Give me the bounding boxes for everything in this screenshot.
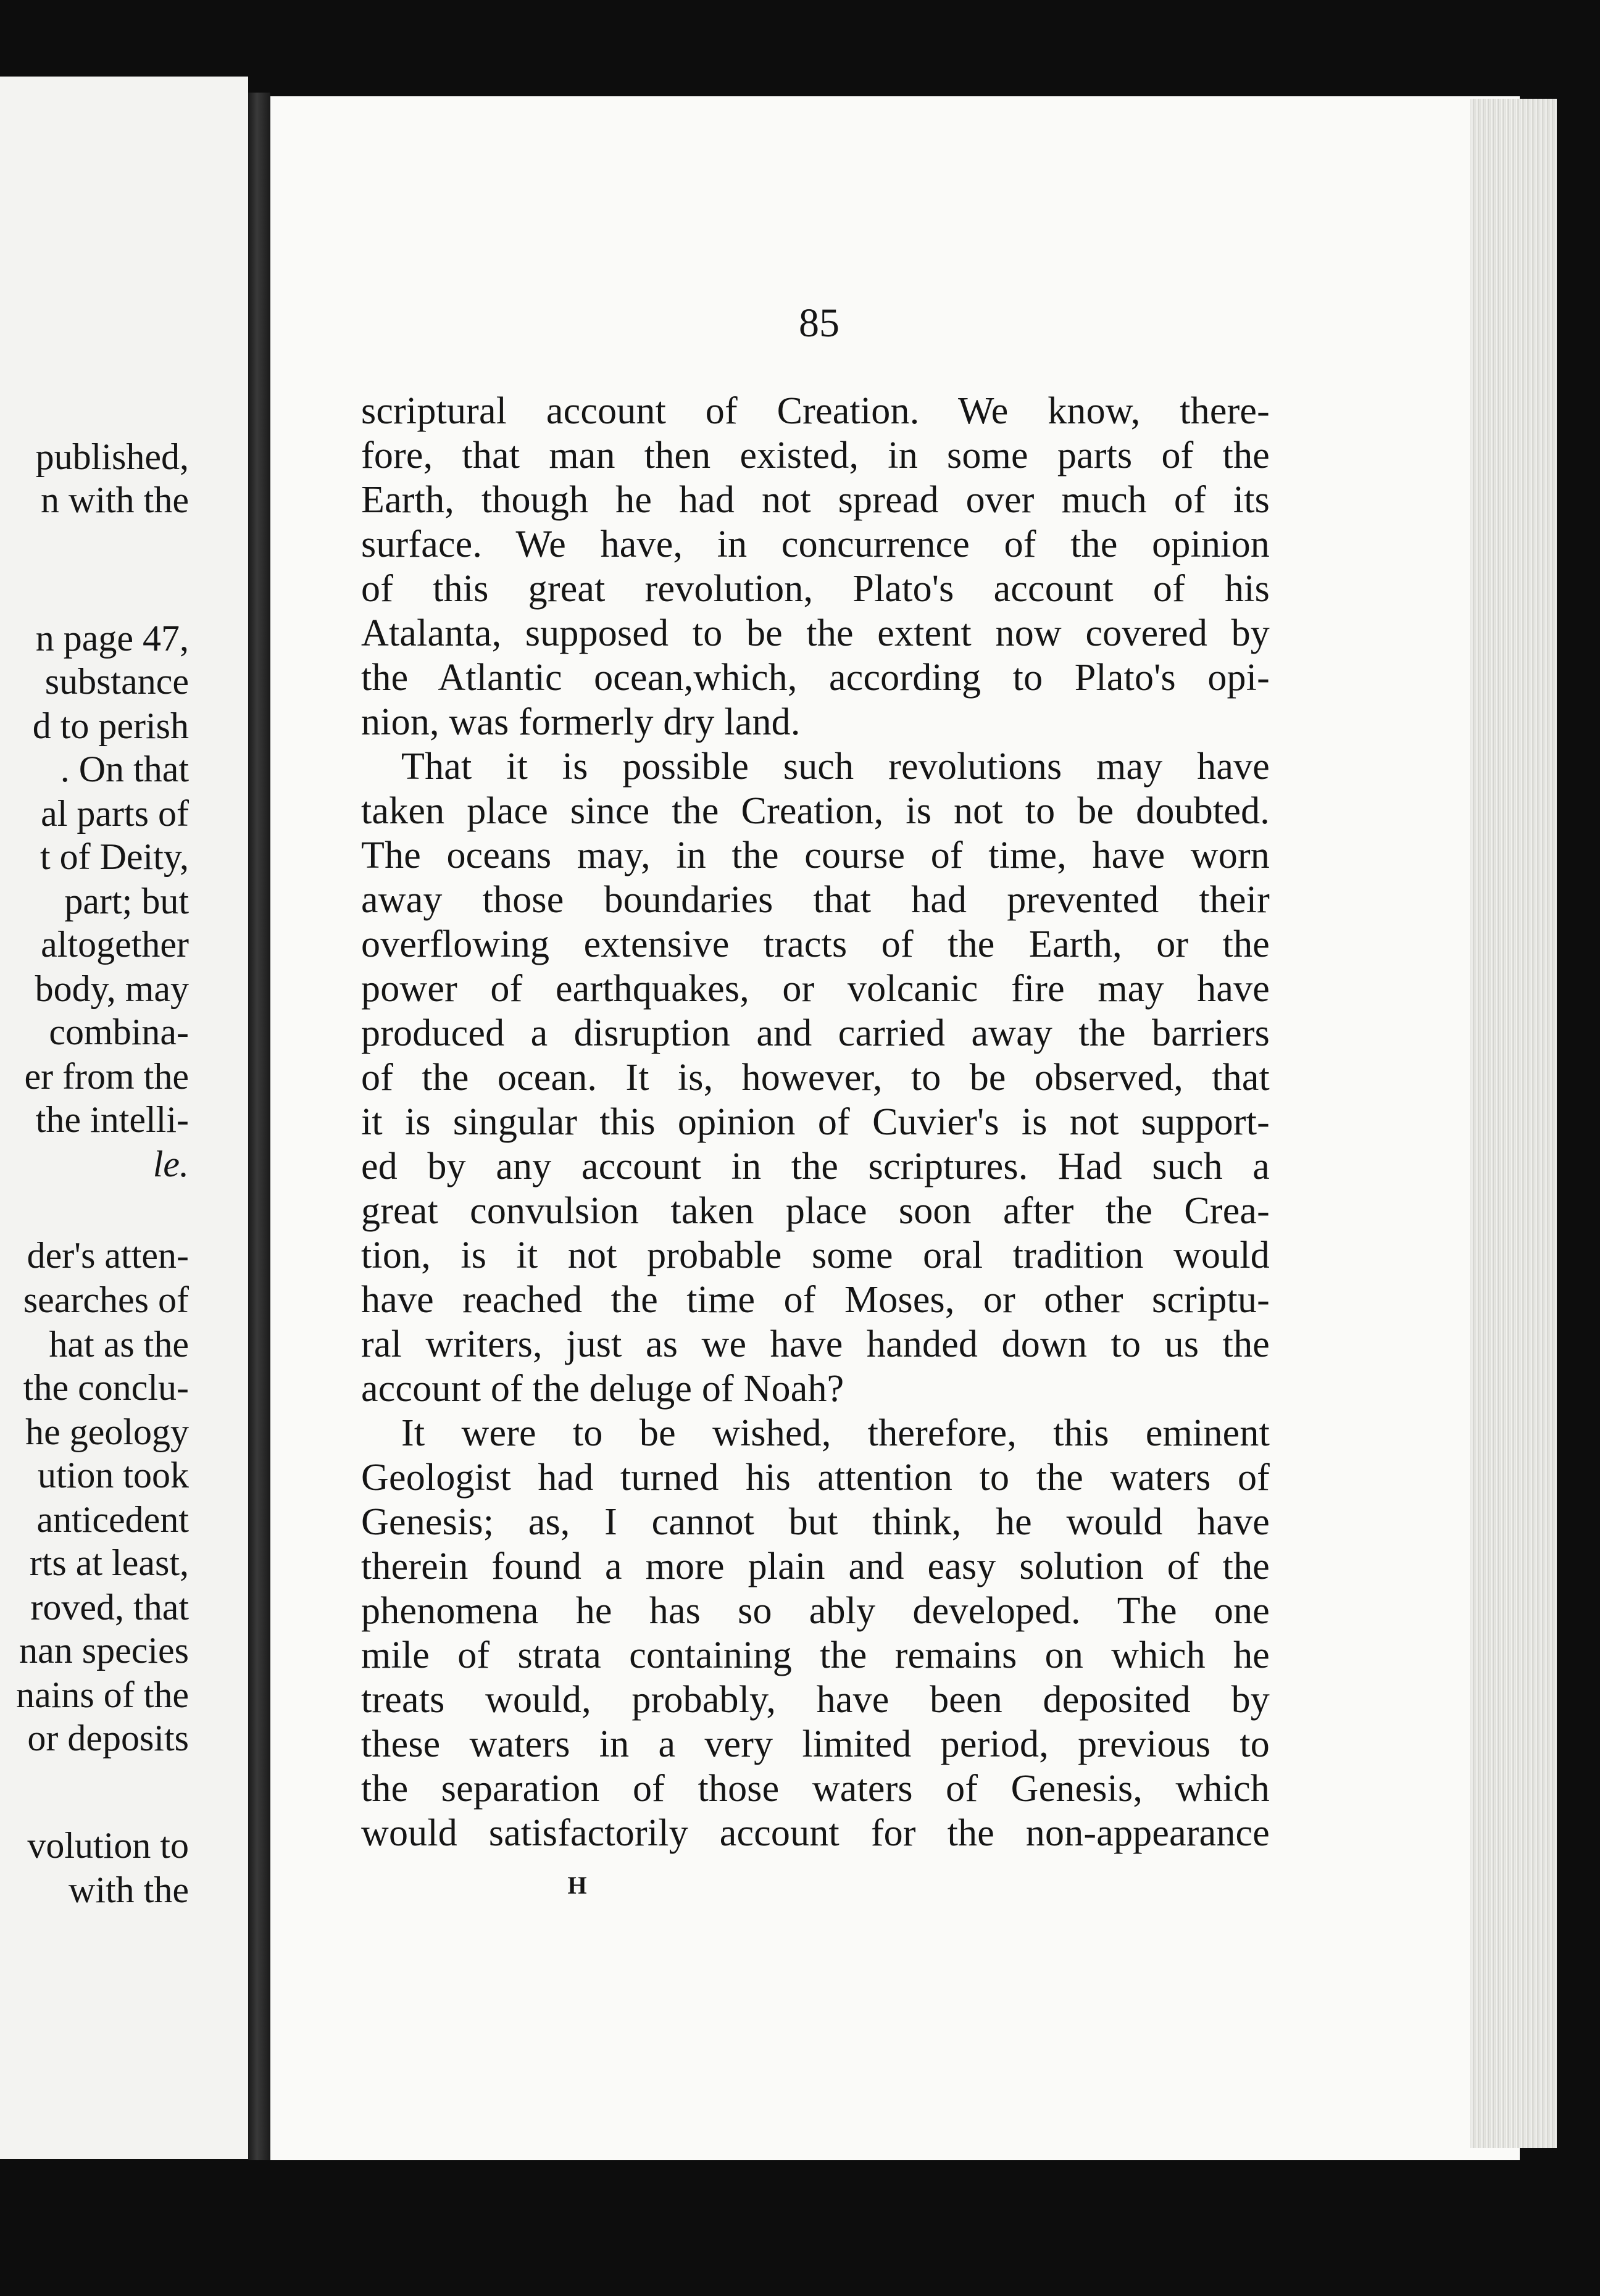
book-gutter [248,93,270,2160]
page-number: 85 [799,301,840,346]
text-line: great convulsion taken place soon after the Crea- [361,1190,1270,1232]
left-line: . On that [60,749,189,789]
left-line: altogether [41,924,189,965]
left-line: searches of [23,1279,189,1320]
left-line: rts at least, [29,1542,189,1583]
text-line: account of the deluge of Noah? [361,1368,844,1410]
text-line: tion, is it not probable some oral tradition would [361,1234,1270,1276]
text-line: fore, that man then existed, in some parts of the [361,435,1270,476]
text-line: of the ocean. It is, however, to be observed, that [361,1057,1270,1099]
text-line: the Atlantic ocean,which, according to Plato's opi- [361,657,1270,699]
left-line: t of Deity, [40,836,189,877]
left-line: n with the [41,480,189,520]
text-line: would satisfactorily account for the non-appearance [361,1812,1270,1854]
left-line: substance [44,661,189,702]
left-line: er from the [24,1056,189,1097]
text-line: ral writers, just as we have handed down to us the [361,1323,1270,1365]
text-line: have reached the time of Moses, or other scriptu- [361,1279,1270,1321]
text-line: ed by any account in the scriptures. Had such a [361,1146,1270,1188]
left-line: d to perish [32,705,189,746]
left-line: published, [35,436,189,477]
left-line: body, may [35,968,189,1009]
text-line: treats would, probably, have been deposited by [361,1679,1270,1721]
text-line: produced a disruption and carried away the barriers [361,1012,1270,1054]
text-line: The oceans may, in the course of time, have worn [361,834,1270,876]
left-page [0,77,248,2159]
left-line: or deposits [27,1718,189,1758]
text-line: overflowing extensive tracts of the Earth, or the [361,923,1270,965]
text-line: mile of strata containing the remains on which he [361,1634,1270,1676]
left-line: he geology [25,1412,189,1452]
left-line: roved, that [30,1587,189,1628]
text-line: power of earthquakes, or volcanic fire may have [361,968,1270,1010]
left-line: combina- [49,1012,189,1052]
left-line: le. [152,1144,189,1184]
signature-mark: H [567,1871,587,1899]
text-line: phenomena he has so ably developed. The one [361,1590,1270,1632]
left-line: volution to [27,1825,189,1866]
left-line: n page 47, [35,618,189,659]
text-line: of this great revolution, Plato's account of his [361,568,1270,610]
text-line: surface. We have, in concurrence of the opinion [361,523,1270,565]
text-line: therein found a more plain and easy solution of the [361,1545,1270,1587]
left-line: the conclu- [23,1367,189,1408]
text-line: the separation of those waters of Genesis, which [361,1768,1270,1810]
left-line: part; but [64,881,189,921]
paragraph-start-line: It were to be wished, therefore, this eminent [401,1412,1270,1454]
text-line: Geologist had turned his attention to the waters of [361,1457,1270,1499]
text-line: nion, was formerly dry land. [361,701,801,743]
left-line: al parts of [41,793,189,834]
left-line: the intelli- [35,1099,189,1140]
left-line: nains of the [16,1674,189,1715]
text-line: scriptural account of Creation. We know, there- [361,390,1270,432]
paragraph-start-line: That it is possible such revolutions may have [401,746,1270,788]
text-line: Genesis; as, I cannot but think, he would have [361,1501,1270,1543]
left-line: ution took [37,1455,189,1495]
left-line: der's atten- [27,1235,189,1276]
text-line: Atalanta, supposed to be the extent now covered by [361,612,1270,654]
left-line: hat as the [49,1324,189,1365]
text-line: it is singular this opinion of Cuvier's is not support- [361,1101,1270,1143]
left-line: nan species [19,1630,189,1671]
text-line: these waters in a very limited period, previous to [361,1723,1270,1765]
left-line: with the [69,1870,189,1910]
text-line: taken place since the Creation, is not to be doubted. [361,790,1270,832]
left-line: anticedent [36,1499,189,1540]
page-edges [1470,99,1557,2148]
text-line: Earth, though he had not spread over much of its [361,479,1270,521]
text-line: away those boundaries that had prevented their [361,879,1270,921]
